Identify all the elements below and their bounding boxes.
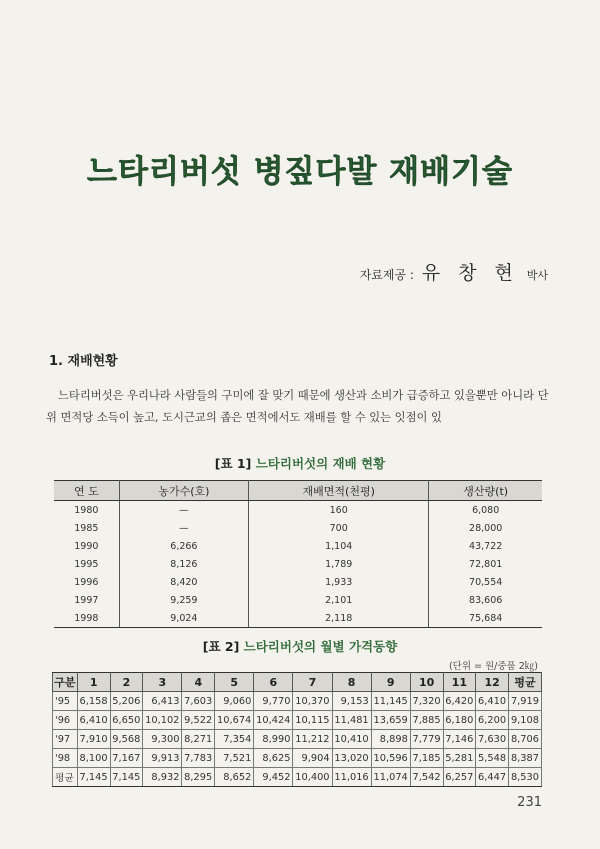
cell-production: 28,000 [429,519,542,537]
cell-price: 5,206 [110,692,143,711]
cell-average: 11,074 [371,768,410,787]
author-name: 유 창 현 [421,262,519,284]
cell-average: 7,145 [77,768,110,787]
table-row [53,730,542,749]
cultivation-status-table [54,480,542,628]
cell-year: 1995 [54,555,119,573]
cell-farms: — [119,519,248,537]
header-month: 7 [293,673,332,692]
cell-production: 43,722 [429,537,542,555]
cell-price: 6,420 [443,692,476,711]
cell-price: 9,904 [293,749,332,768]
cell-price: 10,424 [254,711,293,730]
cell-area: 2,118 [249,609,429,628]
cell-average: 7,145 [110,768,143,787]
cell-price: 11,212 [293,730,332,749]
cell-price: 9,108 [509,711,542,730]
cell-area: 1,933 [249,573,429,591]
table2-caption [0,637,600,655]
cell-price: 7,167 [110,749,143,768]
header-month: 5 [215,673,254,692]
header-month: 10 [410,673,443,692]
credit-prefix: 자료제공 : [359,268,414,282]
cell-year: 1997 [54,591,119,609]
cell-price: 7,885 [410,711,443,730]
cell-price: 10,115 [293,711,332,730]
cell-average: 6,447 [476,768,509,787]
cell-price: 10,370 [293,692,332,711]
header-area: 재배면적(천평) [249,481,429,501]
cell-price: 6,180 [443,711,476,730]
cell-average-label: 평균 [53,768,78,787]
cell-average: 11,016 [332,768,371,787]
cell-price: 6,158 [77,692,110,711]
header-month: 12 [476,673,509,692]
table-row [54,573,542,591]
cell-year: 1996 [54,573,119,591]
table1-title: 느타리버섯의 재배 현황 [255,456,386,471]
cell-price: 7,354 [215,730,254,749]
cell-price: 6,410 [77,711,110,730]
header-farms: 농가수(호) [119,481,248,501]
cell-price: 13,020 [332,749,371,768]
cell-price: 9,770 [254,692,293,711]
cell-price: 7,146 [443,730,476,749]
cell-price: 5,281 [443,749,476,768]
cell-price: 9,060 [215,692,254,711]
cell-farms: 8,126 [119,555,248,573]
cell-price: 6,200 [476,711,509,730]
cell-price: 10,102 [143,711,182,730]
table-row [54,519,542,537]
header-production: 생산량(t) [429,481,542,501]
cell-average: 7,542 [410,768,443,787]
author-title: 박사 [526,269,548,282]
cell-production: 83,606 [429,591,542,609]
table-row [54,609,542,628]
article-title: 느타리버섯 병짚다발 재배기술 [87,154,513,190]
table-row [53,749,542,768]
cell-price: 8,100 [77,749,110,768]
cell-farms: — [119,501,248,520]
cell-price: 9,568 [110,730,143,749]
cell-farms: 9,024 [119,609,248,628]
cell-average: 8,295 [182,768,215,787]
cell-farms: 6,266 [119,537,248,555]
header-month: 6 [254,673,293,692]
cell-average: 8,530 [509,768,542,787]
header-category: 구분 [53,673,78,692]
cell-average: 9,452 [254,768,293,787]
cell-price: 9,153 [332,692,371,711]
cell-year: '96 [53,711,78,730]
cell-production: 6,080 [429,501,542,520]
cell-price: 7,320 [410,692,443,711]
header-month: 1 [77,673,110,692]
cell-price: 7,783 [182,749,215,768]
table2-number: [표 2] [202,639,240,654]
cell-price: 7,910 [77,730,110,749]
cell-production: 75,684 [429,609,542,628]
cell-area: 2,101 [249,591,429,609]
cell-farms: 8,420 [119,573,248,591]
cell-price: 10,410 [332,730,371,749]
cell-price: 8,706 [509,730,542,749]
cell-price: 7,779 [410,730,443,749]
cell-price: 8,625 [254,749,293,768]
cell-price: 8,271 [182,730,215,749]
page-number: 231 [517,795,542,810]
cell-price: 10,596 [371,749,410,768]
cell-price: 11,481 [332,711,371,730]
header-month: 9 [371,673,410,692]
cell-price: 6,413 [143,692,182,711]
cell-year: 1998 [54,609,119,628]
cell-price: 13,659 [371,711,410,730]
cell-year: 1990 [54,537,119,555]
header-average: 평균 [509,673,542,692]
table-header-row [53,673,542,692]
cell-price: 7,630 [476,730,509,749]
cell-year: '97 [53,730,78,749]
body-paragraph: 느타리버섯은 우리나라 사람들의 구미에 잘 맞기 때문에 생산과 소비가 급증하고 있을뿐만 아니라 단위 면적당 소득이 높고, 도시근교의 좁은 면적에서도 재배를 할 수 있는 잇점이 있 [46,389,549,424]
average-row [53,768,542,787]
cell-year: '95 [53,692,78,711]
cell-price: 7,603 [182,692,215,711]
cell-price: 9,522 [182,711,215,730]
cell-price: 6,410 [476,692,509,711]
header-month: 3 [143,673,182,692]
header-month: 8 [332,673,371,692]
cell-price: 8,387 [509,749,542,768]
table-row [54,501,542,520]
cell-average: 10,400 [293,768,332,787]
header-month: 11 [443,673,476,692]
cell-price: 9,913 [143,749,182,768]
cell-year: '98 [53,749,78,768]
cell-area: 1,789 [249,555,429,573]
table2-title: 느타리버섯의 월별 가격동향 [243,639,398,654]
monthly-price-table [52,672,542,787]
cell-average: 6,257 [443,768,476,787]
author-credit [360,258,548,285]
cell-price: 5,548 [476,749,509,768]
cell-price: 7,521 [215,749,254,768]
section-heading: 1. 재배현황 [49,354,118,369]
table1-number: [표 1] [214,456,252,471]
header-month: 2 [110,673,143,692]
table1-caption [0,454,600,472]
cell-price: 6,650 [110,711,143,730]
cell-production: 70,554 [429,573,542,591]
cell-average: 8,932 [143,768,182,787]
header-month: 4 [182,673,215,692]
cell-year: 1980 [54,501,119,520]
table2-unit: (단위 = 원/중품 2㎏) [448,661,538,672]
cell-average: 8,652 [215,768,254,787]
table-row [54,591,542,609]
cell-production: 72,801 [429,555,542,573]
cell-price: 7,185 [410,749,443,768]
table-row [53,711,542,730]
cell-area: 1,104 [249,537,429,555]
cell-area: 700 [249,519,429,537]
cell-price: 10,674 [215,711,254,730]
cell-area: 160 [249,501,429,520]
cell-price: 8,990 [254,730,293,749]
table-header-row [54,481,542,501]
cell-price: 7,919 [509,692,542,711]
cell-farms: 9,259 [119,591,248,609]
table-row [54,537,542,555]
cell-price: 11,145 [371,692,410,711]
table-row [53,692,542,711]
cell-year: 1985 [54,519,119,537]
cell-price: 9,300 [143,730,182,749]
cell-price: 8,898 [371,730,410,749]
table-row [54,555,542,573]
header-year: 연 도 [54,481,119,501]
